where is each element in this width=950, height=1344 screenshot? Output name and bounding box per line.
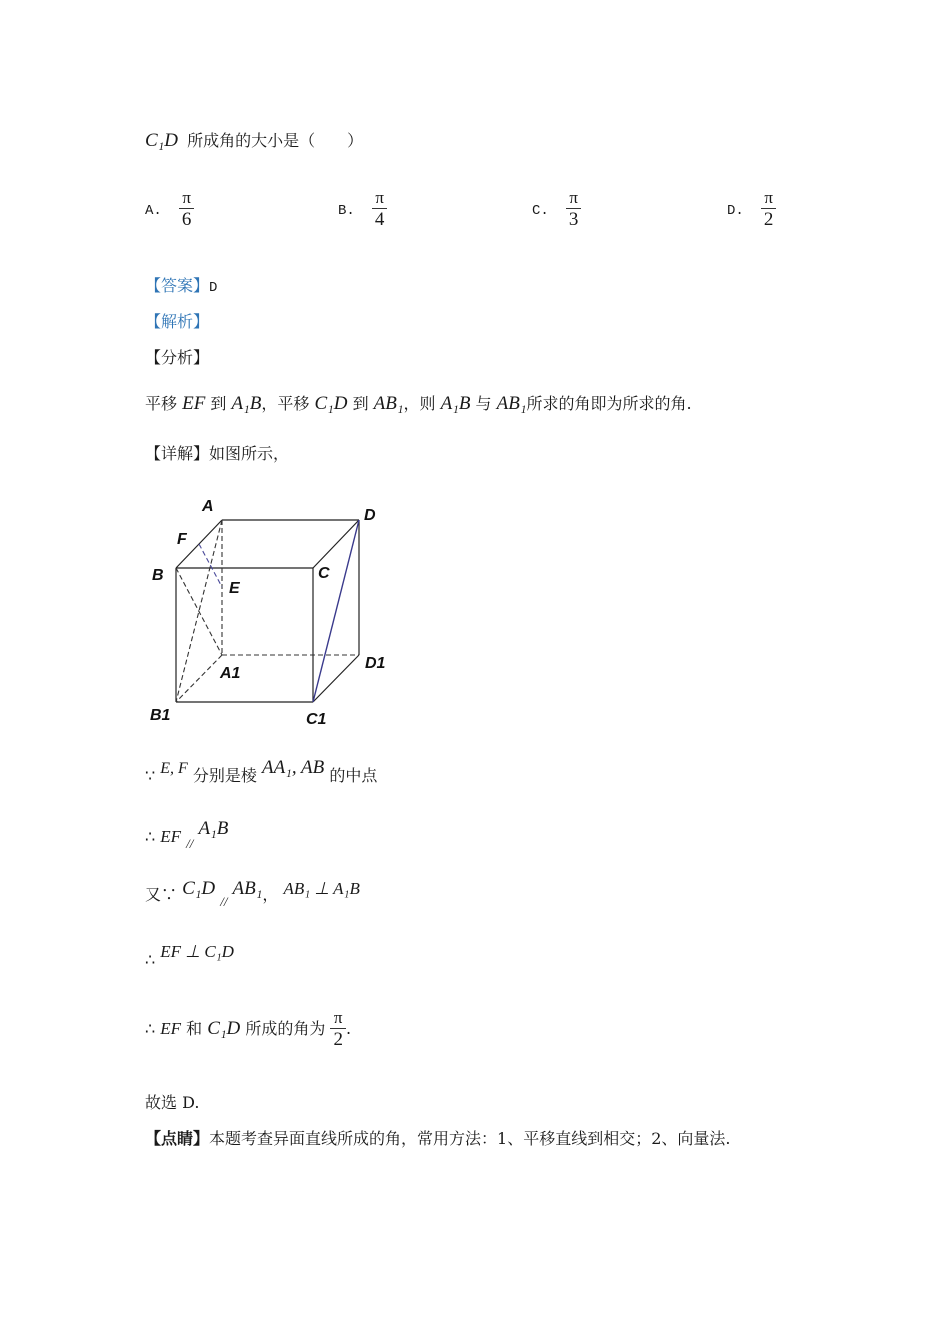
fenxi-text: 平移 EF 到 A₁B，平移 C₁D 到 AB₁，则 A₁B 与 AB₁所求的角即为所求的角. (145, 393, 692, 414)
label-b1: B1 (150, 707, 171, 724)
detail-text: 如图所示， (209, 444, 290, 463)
detail-label: 【详解】 (145, 444, 210, 463)
answer-label: 【答案】 (145, 276, 210, 295)
label-c: C (318, 565, 330, 582)
cube-figure (140, 490, 400, 735)
label-c1: C1 (306, 711, 327, 728)
segment-a1b (176, 568, 222, 655)
answer-value: D (209, 280, 218, 296)
option-fraction: $\frac{\pi}{4}$ (372, 188, 388, 231)
detail-line (145, 441, 289, 464)
angle-fraction: $\frac{\pi}{2}$ (330, 1008, 346, 1051)
option-c (532, 188, 581, 231)
label-d1: D1 (365, 655, 386, 672)
fenxi-label: 【分析】 (145, 348, 210, 367)
edge-a1b1 (176, 655, 222, 702)
option-d (727, 188, 776, 231)
segment-c1d (313, 520, 359, 702)
option-fraction: $\frac{\pi}{6}$ (179, 188, 195, 231)
analysis-label: 【解析】 (145, 312, 210, 331)
edge-c1d1 (313, 655, 359, 702)
option-letter: C. (532, 203, 549, 219)
option-fraction: $\frac{\pi}{2}$ (761, 188, 777, 231)
segment-ef (199, 544, 222, 587)
answer-line (145, 273, 217, 296)
option-fraction: $\frac{\pi}{3}$ (566, 188, 582, 231)
comment-label: 【点睛】 (145, 1129, 210, 1148)
option-letter: B. (338, 203, 355, 219)
option-a (145, 188, 194, 231)
option-letter: D. (727, 203, 744, 219)
step-2: ∴ EF $_{//}$ A₁B (145, 818, 229, 851)
step-5: ∴ EF 和 C₁D 所成的角为 $\frac{\pi}{2}$ . (145, 1008, 352, 1050)
label-a: A (202, 498, 214, 515)
label-f: F (177, 531, 187, 548)
comment-line (145, 1126, 730, 1149)
step-1: ∵ E, F 分别是棱 AA₁, AB 的中点 (145, 757, 378, 785)
step-3: 又∵ C₁D $_{//}$ AB₁， AB₁ ⊥ A₁B (145, 878, 360, 909)
question-line (145, 128, 363, 152)
label-b: B (152, 567, 164, 584)
label-a1: A1 (220, 665, 241, 682)
label-d: D (364, 507, 376, 524)
question-math: C₁D (145, 130, 178, 151)
conclusion: 故选 D. (145, 1093, 200, 1112)
comment-text: 本题考查异面直线所成的角，常用方法：1、平移直线到相交；2、向量法. (209, 1129, 731, 1148)
step-4: ∴ EF ⊥ C₁D (145, 942, 234, 969)
edge-cd (313, 520, 359, 568)
question-text: 所成角的大小是（ ） (187, 131, 364, 150)
label-e: E (229, 580, 240, 597)
option-b (338, 188, 387, 231)
option-letter: A. (145, 203, 162, 219)
